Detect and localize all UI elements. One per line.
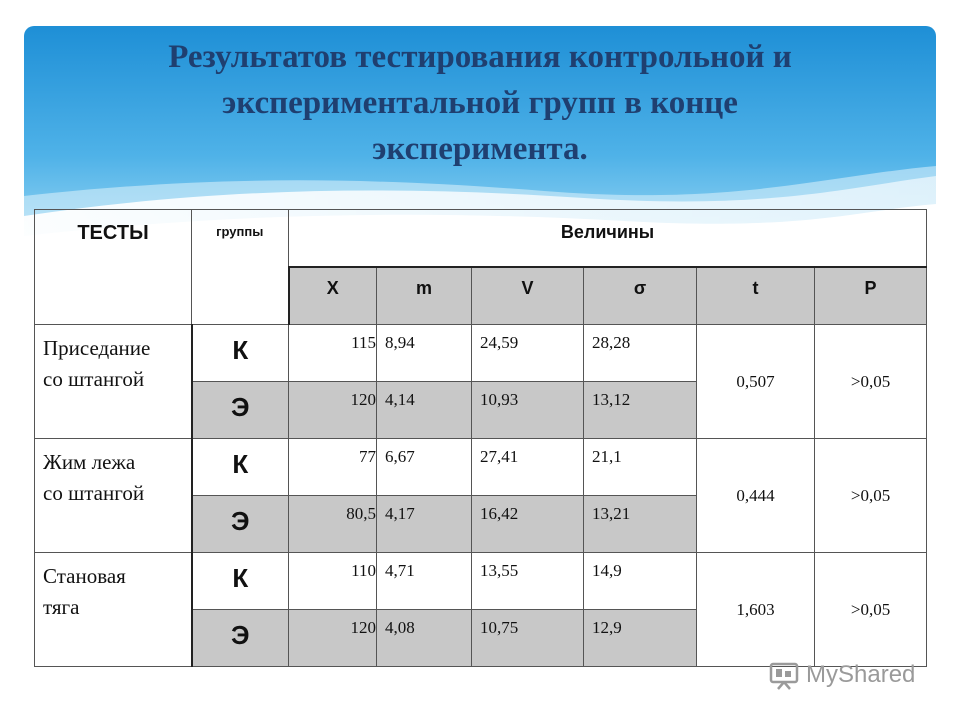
value-m (377, 610, 472, 667)
value-v (472, 382, 584, 439)
test-name-line-1: Приседание (43, 336, 151, 360)
group-label: Э (231, 506, 250, 536)
column-header-m-label: m (415, 278, 432, 298)
column-header-m (377, 267, 472, 325)
value-x (289, 325, 377, 382)
value-t: 0,444 (697, 439, 815, 553)
watermark-logo (768, 658, 915, 692)
test-name-cell (35, 325, 192, 439)
column-header-sigma-label: σ (633, 278, 647, 298)
column-header-t (697, 267, 815, 325)
value-v (472, 439, 584, 496)
value-x-text: 120 (350, 390, 376, 409)
test-name-line-2: со штангой (43, 367, 145, 391)
column-header-p (815, 267, 927, 325)
header-values-cell (289, 210, 927, 268)
title-line-3: эксперимента. (372, 131, 588, 167)
value-m (377, 439, 472, 496)
value-m-text: 4,08 (385, 618, 415, 637)
header-tests: ТЕСТЫ (77, 222, 149, 244)
value-x (289, 610, 377, 667)
value-v-text: 10,75 (480, 618, 519, 637)
value-sigma (584, 553, 697, 610)
value-sigma (584, 496, 697, 553)
value-x-text: 77 (359, 447, 376, 466)
value-v (472, 610, 584, 667)
group-label: Э (231, 620, 250, 650)
test-name-cell (35, 553, 192, 667)
value-sigma-text: 12,9 (592, 618, 622, 637)
title-line-2: экспериментальной групп в конце (222, 85, 738, 121)
value-v-text: 13,55 (480, 561, 519, 580)
group-cell-experimental (192, 496, 289, 553)
header-tests-cell (35, 210, 192, 325)
group-cell-control (192, 439, 289, 496)
title-line-1: Результатов тестирования контрольной и (168, 39, 792, 75)
value-x (289, 496, 377, 553)
value-m-text: 4,71 (385, 561, 415, 580)
group-label: К (232, 335, 249, 365)
test-name-line-1: Становая (43, 564, 126, 588)
value-x-text: 110 (351, 561, 376, 580)
value-m (377, 325, 472, 382)
value-m-text: 4,17 (385, 504, 415, 523)
group-label: Э (231, 392, 250, 422)
value-x-text: 120 (350, 618, 376, 637)
group-label: К (232, 563, 249, 593)
value-sigma-text: 13,21 (592, 504, 631, 523)
value-sigma (584, 439, 697, 496)
value-v-text: 16,42 (480, 504, 519, 523)
header-row-top (35, 210, 927, 268)
table-row (35, 553, 927, 610)
header-groups-cell (192, 210, 289, 325)
value-m (377, 382, 472, 439)
value-sigma-text: 13,12 (592, 390, 631, 409)
column-header-sigma (584, 267, 697, 325)
value-m-text: 6,67 (385, 447, 415, 466)
value-t: 1,603 (697, 553, 815, 667)
value-p: >0,05 (815, 553, 927, 667)
column-header-x-label: Х (326, 278, 339, 298)
group-cell-experimental (192, 610, 289, 667)
value-x (289, 553, 377, 610)
results-table (34, 209, 927, 667)
table-row (35, 439, 927, 496)
group-label: К (232, 449, 249, 479)
column-header-t-label: t (752, 278, 759, 298)
value-m-text: 8,94 (385, 333, 415, 352)
value-m (377, 496, 472, 553)
value-x (289, 382, 377, 439)
value-x (289, 439, 377, 496)
value-x-text: 80,5 (346, 504, 376, 523)
column-header-v-label: V (521, 278, 534, 298)
value-v (472, 325, 584, 382)
column-header-x (289, 267, 377, 325)
header-values: Величины (560, 222, 655, 242)
group-cell-control (192, 553, 289, 610)
value-sigma-text: 21,1 (592, 447, 622, 466)
test-name-line-2: со штангой (43, 481, 145, 505)
presentation-board-icon (768, 659, 800, 691)
test-name-cell (35, 439, 192, 553)
value-p: >0,05 (815, 325, 927, 439)
value-v-text: 10,93 (480, 390, 519, 409)
value-v-text: 24,59 (480, 333, 519, 352)
value-t: 0,507 (697, 325, 815, 439)
test-name-line-1: Жим лежа (43, 450, 136, 474)
column-header-v (472, 267, 584, 325)
watermark-text: MyShared (806, 661, 916, 688)
group-cell-experimental (192, 382, 289, 439)
value-v-text: 27,41 (480, 447, 519, 466)
table-row (35, 325, 927, 382)
value-v (472, 553, 584, 610)
value-sigma-text: 28,28 (592, 333, 631, 352)
value-v (472, 496, 584, 553)
value-p: >0,05 (815, 439, 927, 553)
value-x-text: 115 (351, 333, 376, 352)
value-sigma (584, 325, 697, 382)
value-sigma-text: 14,9 (592, 561, 622, 580)
value-sigma (584, 610, 697, 667)
column-header-p-label: Р (864, 278, 877, 298)
group-cell-control (192, 325, 289, 382)
value-m (377, 553, 472, 610)
value-m-text: 4,14 (385, 390, 415, 409)
header-groups: группы (216, 224, 264, 239)
test-name-line-2: тяга (43, 595, 80, 619)
value-sigma (584, 382, 697, 439)
slide-title (24, 34, 936, 172)
